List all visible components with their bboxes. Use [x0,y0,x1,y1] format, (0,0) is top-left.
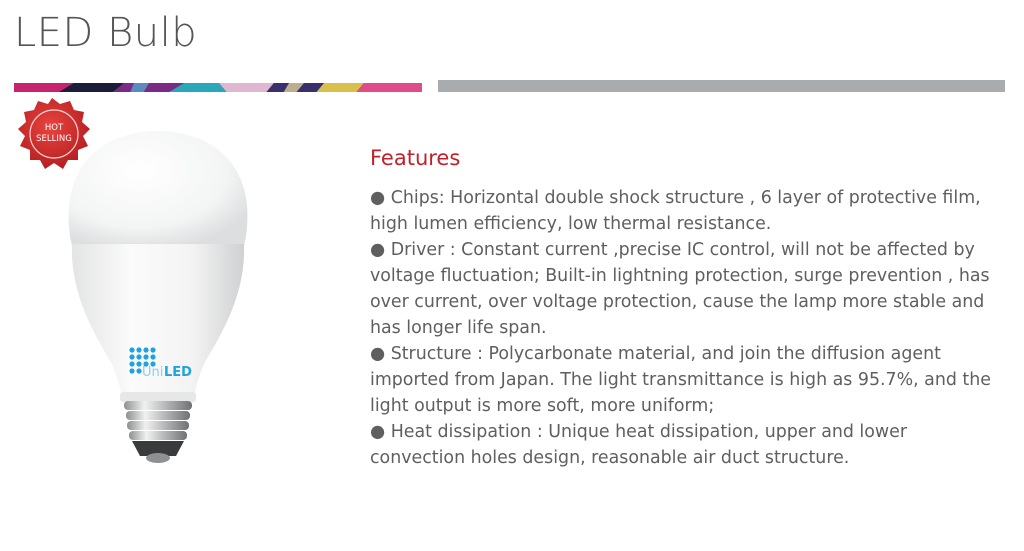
feature-item-driver: ● Driver : Constant current ,precise IC control, will not be affected by voltage fluctuation; Built-in lightning protection, surge prevention , has over current, over voltage protection, cause the lamp more stable and has longer life span. [370,240,990,338]
led-bulb-image [8,96,278,486]
screw-base [124,401,192,463]
feature-item-heat-dissipation: ● Heat dissipation : Unique heat dissipation, upper and lower convection holes design, reasonable air duct structure. [370,422,907,468]
feature-item-structure: ● Structure : Polycarbonate material, and join the diffusion agent imported from Japan. The light transmittance is high as 95.7%, and the light output is more soft, more uniform; [370,344,991,416]
features-heading: Features [370,146,461,170]
features-list [370,185,1000,471]
decorative-gray-rule [438,80,1005,92]
hot-selling-badge [18,98,90,169]
brand-suffix: LED [164,365,192,380]
badge-line1: HOT [44,123,64,133]
color-stripe-graphic [14,83,422,92]
decorative-color-stripe [14,80,422,92]
led-bulb-graphic [8,96,278,486]
badge-line2: SELLING [36,134,72,144]
brand-prefix: Uni [142,365,164,380]
feature-item-chips: ● Chips: Horizontal double shock structure , 6 layer of protective film, high lumen efficiency, low thermal resistance. [370,188,981,234]
page-title: LED Bulb [14,10,198,56]
